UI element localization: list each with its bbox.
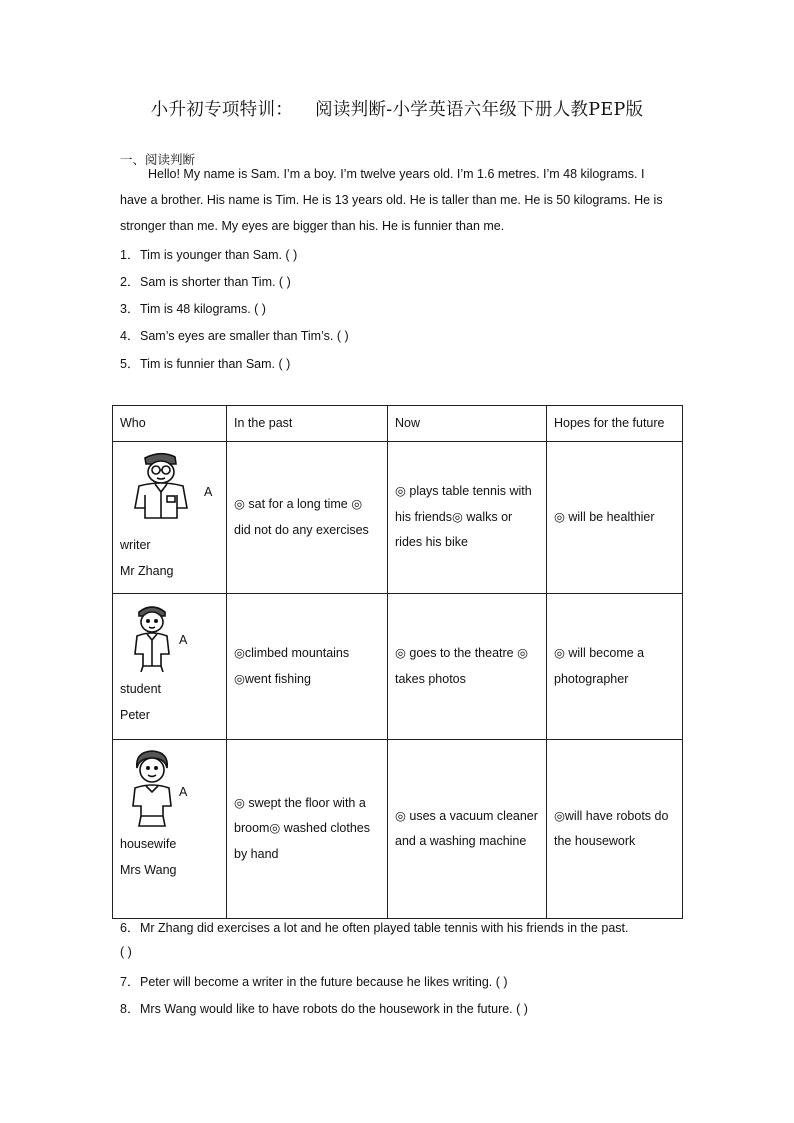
future-cell: ◎ will be healthier <box>547 442 683 594</box>
question-text: Tim is funnier than Sam. ( ) <box>140 357 291 371</box>
question-number: 4． <box>120 329 140 343</box>
header-who: Who <box>113 406 227 442</box>
question-text: Mrs Wang would like to have robots do the housework in the future. ( ) <box>140 1002 528 1016</box>
question-text: Sam is shorter than Tim. ( ) <box>140 275 291 289</box>
passage-line-1: Hello! My name is Sam. I’m a boy. I’m twelve years old. I’m 1.6 metres. I’m 48 kilograms. I <box>148 167 645 181</box>
who-text <box>120 831 177 883</box>
header-future: Hopes for the future <box>547 406 683 442</box>
page-title <box>0 96 794 121</box>
person-name: Mr Zhang <box>120 564 174 578</box>
header-past: In the past <box>227 406 388 442</box>
article-a: A <box>179 785 188 799</box>
now-cell: ◎ goes to the theatre ◎ takes photos <box>388 594 547 740</box>
question-4 <box>120 326 349 344</box>
question-8 <box>120 999 528 1017</box>
question-6 <box>120 918 628 936</box>
who-text <box>120 532 174 584</box>
question-6-blank: ( ) <box>120 945 132 959</box>
who-cell <box>113 442 227 594</box>
question-text: Tim is 48 kilograms. ( ) <box>140 302 266 316</box>
man-with-glasses-illustration <box>125 450 197 520</box>
past-cell: ◎ swept the floor with a broom◎ washed clothes by hand <box>227 740 388 919</box>
title-right: 阅读判断-小学英语六年级下册人教PEP版 <box>315 100 644 120</box>
question-number: 7． <box>120 975 140 989</box>
question-2 <box>120 272 291 290</box>
person-role: student <box>120 682 162 696</box>
question-number: 5． <box>120 357 140 371</box>
table-header-row <box>113 406 683 442</box>
who-cell <box>113 594 227 740</box>
boy-illustration <box>127 600 177 672</box>
person-name: Mrs Wang <box>120 863 177 877</box>
past-cell: ◎climbed mountains ◎went fishing <box>227 594 388 740</box>
who-text <box>120 676 161 728</box>
person-role: housewife <box>120 837 177 851</box>
question-number: 3． <box>120 302 140 316</box>
question-text: Sam’s eyes are smaller than Tim’s. ( ) <box>140 329 349 343</box>
future-cell: ◎ will become a photographer <box>547 594 683 740</box>
person-name: Peter <box>120 708 150 722</box>
who-cell <box>113 740 227 919</box>
question-number: 2． <box>120 275 140 289</box>
question-number: 8． <box>120 1002 140 1016</box>
header-now: Now <box>388 406 547 442</box>
table-row <box>113 442 683 594</box>
section-heading: 一、阅读判断 <box>120 153 196 167</box>
question-3 <box>120 299 266 317</box>
future-cell: ◎will have robots do the housework <box>547 740 683 919</box>
info-table <box>112 405 683 919</box>
person-role: writer <box>120 538 151 552</box>
article-a: A <box>179 633 188 647</box>
question-7 <box>120 972 508 990</box>
table-row <box>113 740 683 919</box>
question-text: Tim is younger than Sam. ( ) <box>140 248 298 262</box>
question-text: Mr Zhang did exercises a lot and he often played table tennis with his friends in the past. <box>140 921 629 935</box>
question-1 <box>120 245 297 263</box>
question-5 <box>120 354 290 372</box>
now-cell: ◎ plays table tennis with his friends◎ walks or rides his bike <box>388 442 547 594</box>
woman-illustration <box>125 748 179 828</box>
article-a: A <box>204 485 213 499</box>
question-text: Peter will become a writer in the future because he likes writing. ( ) <box>140 975 508 989</box>
passage-line-2: have a brother. His name is Tim. He is 13 years old. He is taller than me. He is 50 kilograms. He is <box>120 193 663 207</box>
past-cell: ◎ sat for a long time ◎ did not do any exercises <box>227 442 388 594</box>
title-left: 小升初专项特训： <box>150 100 294 120</box>
passage-line-3: stronger than me. My eyes are bigger than his. He is funnier than me. <box>120 219 505 233</box>
table-row <box>113 594 683 740</box>
now-cell: ◎ uses a vacuum cleaner and a washing machine <box>388 740 547 919</box>
question-number: 1． <box>120 248 140 262</box>
question-number: 6． <box>120 921 140 935</box>
